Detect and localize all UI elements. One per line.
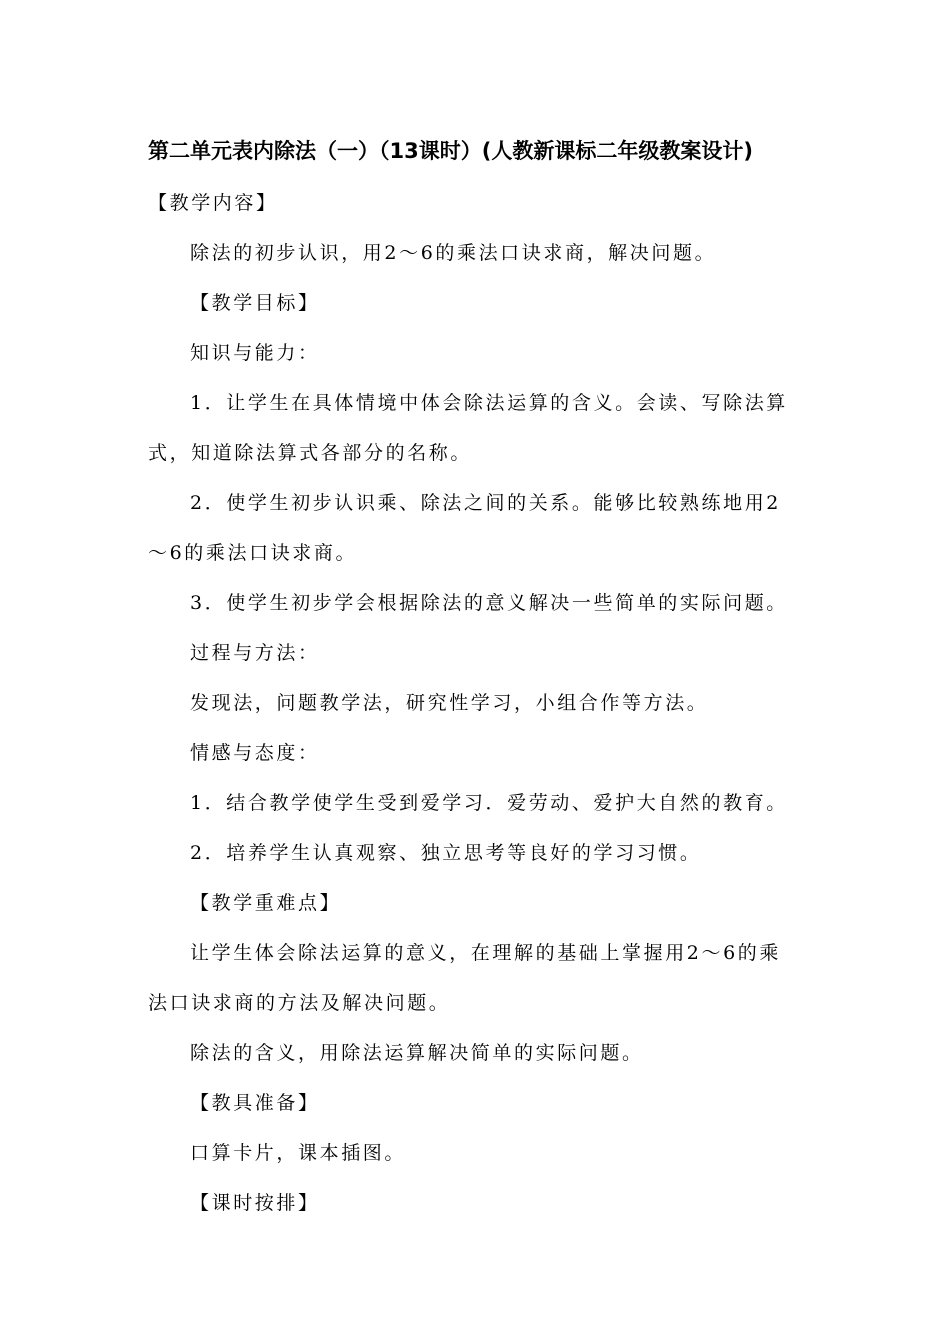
paragraph-line: 除法的含义，用除法运算解决简单的实际问题。 (190, 1042, 644, 1064)
section-heading-class-schedule: 【课时按排】 (190, 1192, 320, 1214)
paragraph-line: 法口诀求商的方法及解决问题。 (148, 992, 451, 1014)
document-title: 第二单元表内除法（一）（13课时）(人教新课标二年级教案设计) (148, 139, 753, 163)
section-heading-teaching-content: 【教学内容】 (148, 192, 278, 214)
paragraph-line: 发现法，问题教学法，研究性学习，小组合作等方法。 (190, 692, 709, 714)
subheading-process-method: 过程与方法： (190, 642, 320, 664)
paragraph-line: 让学生体会除法运算的意义，在理解的基础上掌握用2～6的乘 (190, 942, 781, 964)
section-heading-key-difficult-points: 【教学重难点】 (190, 892, 342, 914)
subheading-emotion-attitude: 情感与态度： (190, 742, 320, 764)
paragraph-line: 2．使学生初步认识乘、除法之间的关系。能够比较熟练地用2 (190, 492, 781, 514)
paragraph-line: 1．让学生在具体情境中体会除法运算的含义。会读、写除法算 (190, 392, 788, 414)
subheading-knowledge-ability: 知识与能力： (190, 342, 320, 364)
paragraph-line: 2．培养学生认真观察、独立思考等良好的学习习惯。 (190, 842, 702, 864)
section-heading-teaching-goals: 【教学目标】 (190, 292, 320, 314)
paragraph-line: ～6的乘法口诀求商。 (148, 542, 358, 564)
paragraph-line: 式，知道除法算式各部分的名称。 (148, 442, 473, 464)
paragraph-line: 除法的初步认识，用2～6的乘法口诀求商，解决问题。 (190, 242, 717, 264)
paragraph-line: 3．使学生初步学会根据除法的意义解决一些简单的实际问题。 (190, 592, 788, 614)
paragraph-line: 口算卡片，课本插图。 (190, 1142, 407, 1164)
section-heading-teaching-aids: 【教具准备】 (190, 1092, 320, 1114)
paragraph-line: 1．结合教学使学生受到爱学习．爱劳动、爱护大自然的教育。 (190, 792, 788, 814)
